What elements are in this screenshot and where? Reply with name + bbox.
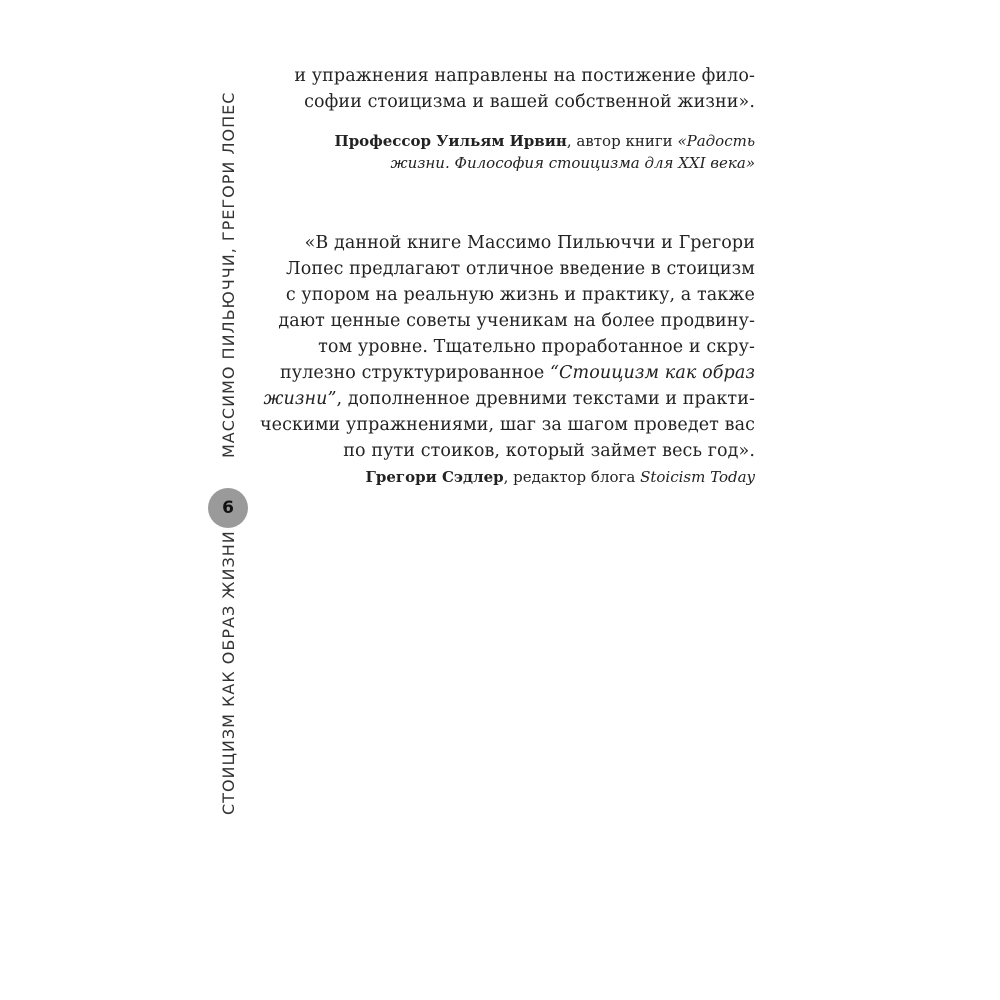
quote-2-line: дают ценные советы ученикам на более продвину- xyxy=(278,311,755,331)
quote-2-attribution xyxy=(366,466,755,488)
quote-1-line: софии стоицизма и вашей собственной жизни». xyxy=(304,92,755,112)
blog-name: Stoicism Today xyxy=(640,468,755,486)
quote-2-line: «В данной книге Массимо Пильюччи и Грегори xyxy=(304,233,755,253)
quote-2-line: с упором на реальную жизнь и практику, а также xyxy=(285,285,755,305)
quote-2-book-title: жизни” xyxy=(263,389,337,409)
attribution-line xyxy=(335,152,755,174)
quote-2-line: том уровне. Тщательно проработанное и скру- xyxy=(318,337,755,357)
quote-1-line: и упражнения направлены на постижение фило- xyxy=(294,66,755,86)
quote-2-line xyxy=(260,386,755,412)
author-role: , автор книги xyxy=(566,132,678,150)
quote-2-text: , дополненное древними текстами и практи- xyxy=(336,389,755,409)
page-number-badge: 6 xyxy=(208,488,248,528)
book-title-part: «Радость xyxy=(677,132,755,150)
quote-2-line: Лопес предлагают отличное введение в стоицизм xyxy=(286,259,755,279)
running-head-authors: МАССИМО ПИЛЬЮЧЧИ, ГРЕГОРИ ЛОПЕС xyxy=(219,91,238,458)
book-title-part: жизни. Философия стоицизма для XXI века» xyxy=(390,154,755,172)
quote-1 xyxy=(294,63,755,115)
attribution-line xyxy=(335,130,755,152)
author-name: Профессор Уильям Ирвин xyxy=(334,132,567,150)
author-role: , редактор блога xyxy=(503,468,641,486)
quote-2-book-title: “Стоицизм как образ xyxy=(549,363,755,383)
quote-2-line xyxy=(260,360,755,386)
author-name: Грегори Сэдлер xyxy=(365,468,504,486)
running-head-book-title: СТОИЦИЗМ КАК ОБРАЗ ЖИЗНИ xyxy=(219,530,238,815)
quote-2-text: пулезно структурированное xyxy=(280,363,550,383)
quote-1-attribution xyxy=(335,130,755,174)
quote-2-line: ческими упражнениями, шаг за шагом проведет вас xyxy=(260,415,755,435)
quote-2 xyxy=(260,230,755,464)
quote-2-line: по пути стоиков, который займет весь год». xyxy=(343,441,755,461)
